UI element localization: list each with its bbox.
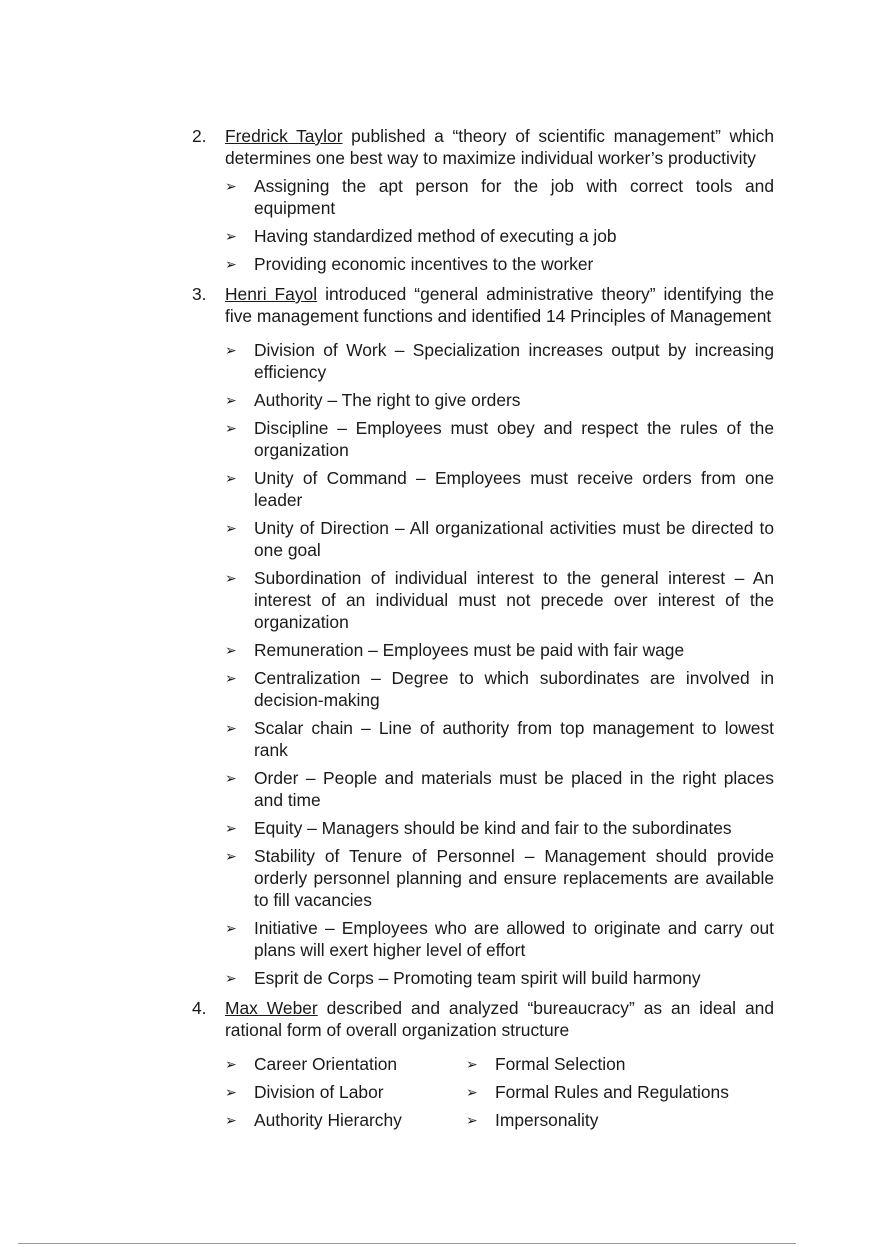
bullet-text: Remuneration – Employees must be paid with fair wage (254, 640, 685, 660)
page-content (192, 125, 774, 1145)
bullet-text: Esprit de Corps – Promoting team spirit will build harmony (254, 968, 701, 988)
list-item (225, 1053, 466, 1075)
list-item (225, 817, 774, 839)
section-fayol (192, 283, 774, 989)
item-number: 2. (192, 126, 207, 146)
arrow-bullet-icon: ➢ (466, 1112, 478, 1128)
bullet-text: Impersonality (495, 1110, 599, 1130)
bullet-text: Career Orientation (254, 1054, 398, 1074)
bullet-text: Formal Rules and Regulations (495, 1082, 729, 1102)
person-name: Henri Fayol (225, 284, 318, 304)
list-item (225, 339, 774, 383)
person-name: Fredrick Taylor (225, 126, 343, 146)
arrow-bullet-icon: ➢ (225, 642, 237, 658)
arrow-bullet-icon: ➢ (225, 1084, 237, 1100)
numbered-item (192, 283, 774, 327)
bullet-text: Authority Hierarchy (254, 1110, 402, 1130)
item-text (225, 125, 774, 169)
arrow-bullet-icon: ➢ (225, 770, 237, 786)
arrow-bullet-icon: ➢ (225, 820, 237, 836)
item-number: 3. (192, 284, 207, 304)
bullet-text: Providing economic incentives to the worker (254, 254, 594, 274)
list-item (225, 667, 774, 711)
arrow-bullet-icon: ➢ (225, 470, 237, 486)
footer-divider (18, 1243, 796, 1244)
arrow-bullet-icon: ➢ (225, 342, 237, 358)
item-text (225, 283, 774, 327)
two-column-list (192, 1053, 774, 1137)
arrow-bullet-icon: ➢ (225, 670, 237, 686)
section-taylor (192, 125, 774, 275)
bullet-text: Equity – Managers should be kind and fair to the subordinates (254, 818, 732, 838)
arrow-bullet-icon: ➢ (225, 1112, 237, 1128)
arrow-bullet-icon: ➢ (225, 920, 237, 936)
arrow-bullet-icon: ➢ (466, 1084, 478, 1100)
bullet-text: Subordination of individual interest to the general interest – An interest of an individual must not precede over interest of the organization (254, 568, 774, 632)
list-item (225, 717, 774, 761)
item-text (225, 997, 774, 1041)
list-item (466, 1053, 774, 1075)
list-item (225, 567, 774, 633)
bullet-text: Order – People and materials must be placed in the right places and time (254, 768, 774, 810)
bullet-text: Division of Labor (254, 1082, 384, 1102)
item-description: introduced “general administrative theory” identifying the five management functions and identified 14 Principles of Management (225, 284, 774, 326)
bullet-text: Authority – The right to give orders (254, 390, 521, 410)
bullet-list (192, 175, 774, 275)
arrow-bullet-icon: ➢ (225, 178, 237, 194)
item-description: described and analyzed “bureaucracy” as an ideal and rational form of overall organization structure (225, 998, 774, 1040)
list-item (225, 517, 774, 561)
bullet-text: Centralization – Degree to which subordinates are involved in decision-making (254, 668, 774, 710)
list-item (225, 253, 774, 275)
arrow-bullet-icon: ➢ (225, 420, 237, 436)
item-description: published a “theory of scientific management” which determines one best way to maximize individual worker’s productivity (225, 126, 774, 168)
bullet-text: Initiative – Employees who are allowed to originate and carry out plans will exert higher level of effort (254, 918, 774, 960)
list-item (225, 1081, 466, 1103)
arrow-bullet-icon: ➢ (225, 970, 237, 986)
bullet-text: Scalar chain – Line of authority from top management to lowest rank (254, 718, 774, 760)
bullet-list-left (225, 1053, 466, 1137)
arrow-bullet-icon: ➢ (225, 256, 237, 272)
bullet-text: Assigning the apt person for the job with correct tools and equipment (254, 176, 774, 218)
arrow-bullet-icon: ➢ (466, 1056, 478, 1072)
bullet-list-right (466, 1053, 774, 1137)
list-item (225, 389, 774, 411)
bullet-text: Formal Selection (495, 1054, 626, 1074)
arrow-bullet-icon: ➢ (225, 228, 237, 244)
list-item (225, 967, 774, 989)
bullet-text: Stability of Tenure of Personnel – Management should provide orderly personnel planning and ensure replacements are available to fill vacancies (254, 846, 774, 910)
bullet-text: Discipline – Employees must obey and respect the rules of the organization (254, 418, 774, 460)
bullet-text: Unity of Direction – All organizational activities must be directed to one goal (254, 518, 774, 560)
list-item (225, 639, 774, 661)
bullet-text: Unity of Command – Employees must receive orders from one leader (254, 468, 774, 510)
arrow-bullet-icon: ➢ (225, 392, 237, 408)
section-weber (192, 997, 774, 1137)
list-item (225, 225, 774, 247)
list-item (225, 1109, 466, 1131)
arrow-bullet-icon: ➢ (225, 520, 237, 536)
list-item (225, 417, 774, 461)
bullet-text: Having standardized method of executing a job (254, 226, 617, 246)
list-item (225, 767, 774, 811)
list-item (225, 917, 774, 961)
arrow-bullet-icon: ➢ (225, 570, 237, 586)
bullet-text: Division of Work – Specialization increases output by increasing efficiency (254, 340, 774, 382)
list-item (225, 845, 774, 911)
numbered-item (192, 125, 774, 169)
list-item (225, 175, 774, 219)
arrow-bullet-icon: ➢ (225, 1056, 237, 1072)
numbered-item (192, 997, 774, 1041)
list-item (466, 1081, 774, 1103)
person-name: Max Weber (225, 998, 318, 1018)
list-item (466, 1109, 774, 1131)
arrow-bullet-icon: ➢ (225, 848, 237, 864)
arrow-bullet-icon: ➢ (225, 720, 237, 736)
bullet-list (192, 339, 774, 989)
item-number: 4. (192, 998, 207, 1018)
list-item (225, 467, 774, 511)
